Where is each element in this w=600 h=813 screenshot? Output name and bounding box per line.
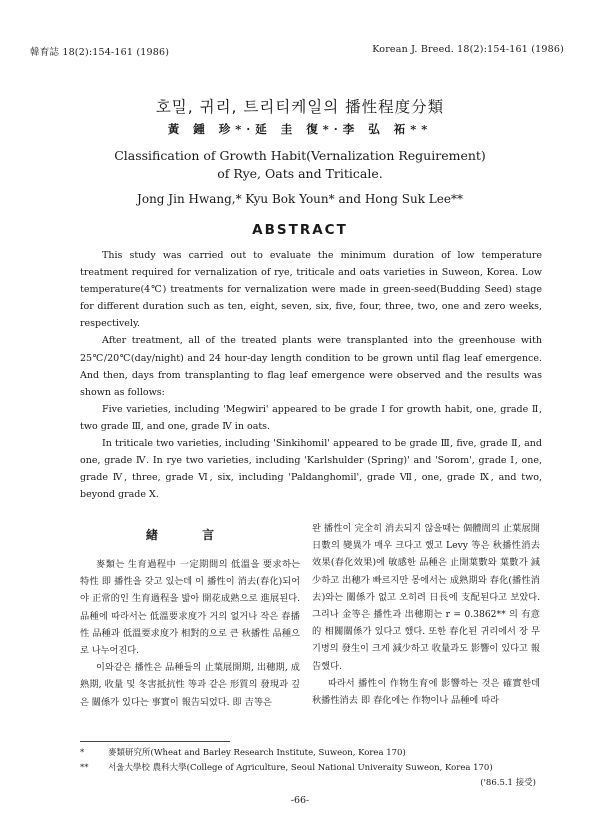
footnote-1 (80, 746, 406, 758)
body-paragraph: 이와같은 播性은 品種들의 止葉展開期, 出穗期, 成熟期, 收量 및 冬害抵抗性 等과 같은 形質의 發現과 깊은 關係가 있다는 事實이 報告되었다. 即 吉等은 (80, 662, 300, 708)
korean-title: 호밀, 귀리, 트리티케일의 播性程度分類 (155, 98, 445, 116)
footnote-mark: * (80, 748, 85, 758)
page-number: -66- (290, 795, 310, 806)
footnote-divider (80, 741, 230, 742)
body-column-left (80, 556, 300, 711)
journal-header-english: Korean J. Breed. 18(2):154-161 (1986) (372, 44, 564, 55)
footnote-2 (80, 761, 493, 773)
received-date: ('86.5.1 接受) (480, 778, 536, 788)
abstract-body (80, 247, 542, 503)
english-authors: Jong Jin Hwang,* Kyu Bok Youn* and Hong Suk Lee** (137, 192, 463, 206)
footnote-text: 서울大學校 農科大學(College of Agriculture, Seoul National Univeraity Suweon, Korea 170) (108, 763, 493, 773)
abstract-paragraph-1: This study was carried out to evaluate the minimum duration of low temperature treatment required for vernalization of rye, triticale and oats varieties in Suweon, Korea. Low temperature(4℃) treatments for vernalization were made in green-seed(Budding Seed) stage for different duration such as ten, eight, seven, six, five, four, three, two, one and zero weeks, respectively. (80, 250, 542, 330)
abstract-paragraph-3: Five varieties, including 'Megwiri' appeared to be grade Ⅰ for growth habit, one, grade Ⅱ, two grade Ⅲ, and one, grade Ⅳ in oats. (80, 403, 542, 432)
abstract-heading: ABSTRACT (252, 222, 348, 238)
body-paragraph: 麥類는 生育過程中 一定期間의 低溫을 要求하는 特性 即 播性을 갖고 있는데 이 播性이 消去(春化)되어야 正常的인 生育過程을 밟아 開花成熟으로 進展된다. 品種에 따라서는 低溫要求度가 거의 없거나 작은 春播性 品種과 低溫要求度가 相對的으로 큰 秋播性 品種으로 나누어진다. (80, 559, 300, 657)
body-paragraph: 따라서 播性이 作物生育에 影響하는 것은 確實한데 秋播性消去 即 春化에는 作物이나 品種에 따라 (312, 677, 540, 707)
footnote-text: 麥類研究所(Wheat and Barley Research Institute, Suweon, Korea 170) (108, 748, 406, 758)
abstract-paragraph-4: In triticale two varieties, including 'Sinkihomil' appeared to be grade Ⅲ, five, grade Ⅱ, and one, grade Ⅳ. In rye two varieties, including 'Karlshulder (Spring)' and 'Sorom', grade Ⅰ, one, grade Ⅳ, three, grade Ⅵ, six, including 'Paldanghomil', grade Ⅶ, one, grade Ⅸ, and two, beyond grade Ⅹ. (80, 438, 542, 501)
abstract-paragraph-2: After treatment, all of the treated plants were transplanted into the greenhouse with 25℃/20℃(day/night) and 24 hour-day length condition to be grown until flag leaf emergence. And then, days from transplanting to flag leaf emergence were observed and the results was shown as follows: (80, 335, 542, 398)
english-title-line-2: of Rye, Oats and Triticale. (217, 166, 383, 181)
body-column-right (312, 520, 540, 709)
introduction-heading: 緖 言 (145, 528, 235, 542)
korean-authors: 黃 鍾 珍*·延 圭 復*·李 弘 祏** (167, 122, 433, 136)
footnote-mark: ** (80, 763, 89, 773)
journal-header-korean: 韓育誌 18(2):154-161 (1986) (30, 47, 170, 58)
english-title-line-1: Classification of Growth Habit(Vernalization Reguirement) (114, 148, 486, 163)
body-paragraph: 완 播性이 完全히 消去되지 않을때는 個體間의 止葉展開日數의 變異가 매우 크다고 했고 Levy 等은 秋播性消去效果(春化效果)에 敏感한 品種은 止開葉數와 葉數가 減少하고 出穗가 빠르지만 몽에서는 成熟期와 春化(播性消去)와는 關係가 없고 오히려 日長에 支配된다고 보았다. 그리나 金等은 播性과 出穗期는 r = 0.3862** 의 有意的 相關關係가 있다고 했다. 또한 春化된 귀리에서 장 무기병의 發生이 크게 減少하고 收量과도 影響이 있다고 報告했다. (312, 523, 540, 672)
